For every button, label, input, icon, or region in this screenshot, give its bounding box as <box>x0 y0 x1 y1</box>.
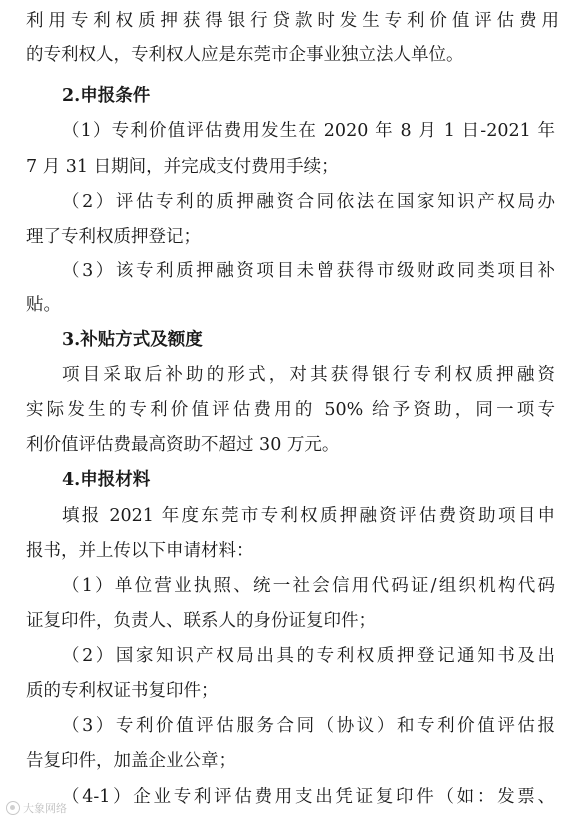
paragraph-line: 利用专利权质押获得银行贷款时发生专利价值评估费用 <box>26 11 559 31</box>
paragraph-line: 的专利权人，专利权人应是东莞市企事业独立法人单位。 <box>26 45 464 65</box>
paragraph-line: 贴。 <box>26 295 61 315</box>
paragraph-line: 告复印件，加盖企业公章； <box>26 751 236 771</box>
paragraph-line: 利价值评估费最高资助不超过 30 万元。 <box>26 435 340 455</box>
section-heading-2: 2.申报条件 <box>62 86 151 106</box>
watermark-text: 大象网络 <box>23 802 67 815</box>
paragraph-line: 证复印件，负责人、联系人的身份证复印件； <box>26 611 376 631</box>
watermark-logo-icon <box>6 801 20 815</box>
paragraph-line: 项目采取后补助的形式，对其获得银行专利权质押融资 <box>62 365 555 385</box>
paragraph-line: （3）专利价值评估服务合同（协议）和专利价值评估报 <box>62 716 555 736</box>
paragraph-line: 质的专利权证书复印件； <box>26 681 219 701</box>
paragraph-line: （1）专利价值评估费用发生在 2020 年 8 月 1 日-2021 年 <box>62 121 555 141</box>
paragraph-line: 理了专利权质押登记； <box>26 227 201 247</box>
paragraph-line: （1）单位营业执照、统一社会信用代码证/组织机构代码 <box>62 576 555 596</box>
section-heading-4: 4.申报材料 <box>62 470 151 490</box>
section-heading-3: 3.补贴方式及额度 <box>62 330 203 350</box>
paragraph-line: 7 月 31 日期间，并完成支付费用手续； <box>26 157 339 177</box>
paragraph-line: （3）该专利质押融资项目未曾获得市级财政同类项目补 <box>62 261 555 281</box>
paragraph-line: 实际发生的专利价值评估费用的 50% 给予资助，同一项专 <box>26 400 555 420</box>
paragraph-line: 填报 2021 年度东莞市专利权质押融资评估费资助项目申 <box>62 506 555 526</box>
watermark <box>6 800 67 816</box>
paragraph-line: 报书，并上传以下申请材料： <box>26 541 254 561</box>
paragraph-line: （2）国家知识产权局出具的专利权质押登记通知书及出 <box>62 646 555 666</box>
paragraph-line: （2）评估专利的质押融资合同依法在国家知识产权局办 <box>62 192 555 212</box>
paragraph-line: （4-1）企业专利评估费用支出凭证复印件（如：发票、 <box>62 787 555 807</box>
